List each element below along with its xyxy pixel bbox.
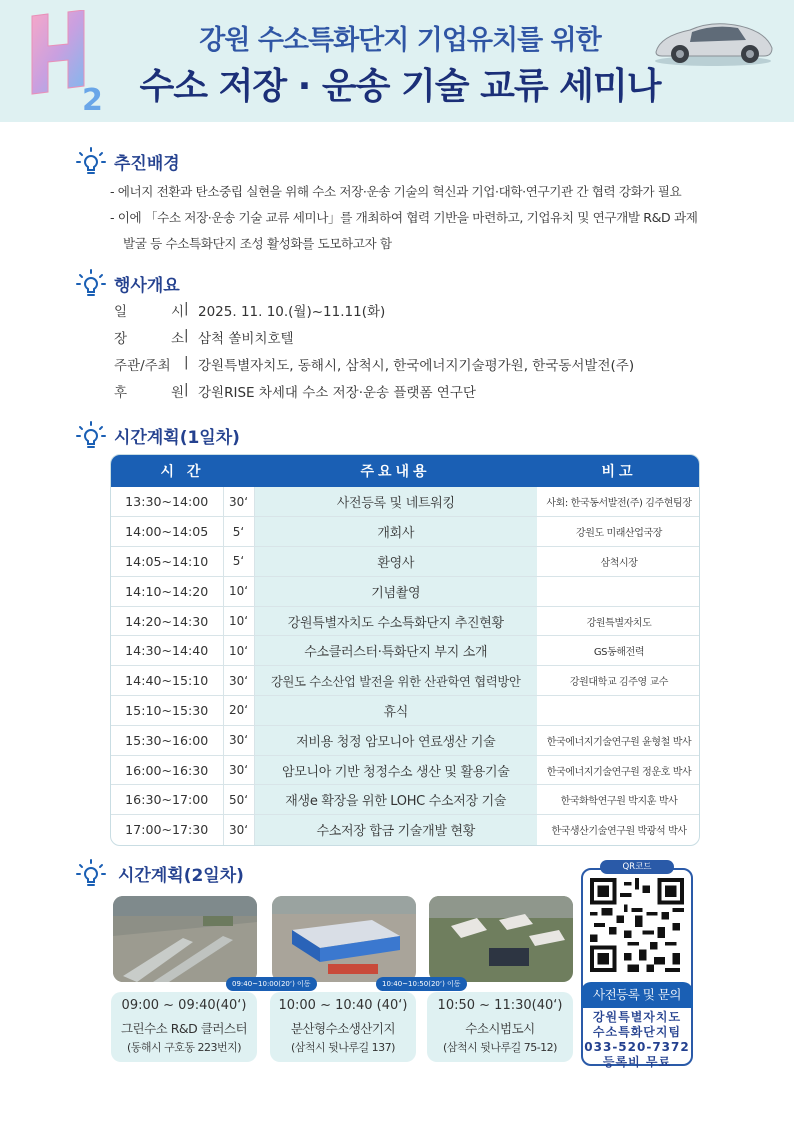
table-header-row	[111, 455, 700, 487]
move-badge: 09:40~10:00(20‘) 이동	[226, 977, 317, 991]
table-row: 14:40~15:10 30‘ 강원도 수소산업 발전을 위한 산관학연 협력방안 강원대학교 김주영 교수	[111, 666, 700, 696]
column-header-content: 주요내용	[254, 455, 537, 487]
header-banner	[0, 0, 794, 122]
move-badge: 10:40~10:50(20‘) 이동	[376, 977, 467, 991]
overview-row-host: 주관/주최 | 강원특별자치도, 동해시, 삼척시, 한국에너지기술평가원, 한국동서발전(주)	[114, 354, 635, 374]
site-photo-pilot-city	[429, 896, 573, 982]
table-row: 14:10~14:20 10‘ 기념촬영	[111, 576, 700, 606]
qr-label: QR코드	[600, 860, 674, 874]
svg-text:2: 2	[82, 83, 103, 114]
overview-row-venue: 장 소 | 삼척 쏠비치호텔	[114, 327, 294, 347]
hydrogen-car-icon	[650, 14, 776, 68]
overview-row-sponsor: 후 원 | 강원RISE 차세대 수소 저장·운송 플랫폼 연구단	[114, 381, 476, 401]
contact-org: 강원특별자치도	[592, 1010, 682, 1024]
section-day1-heading	[76, 420, 240, 450]
section-title: 행사개요	[114, 275, 180, 296]
column-header-note: 비고	[537, 455, 700, 487]
table-row: 14:05~14:10 5‘ 환영사 삼척시장	[111, 547, 700, 577]
contact-info	[581, 1010, 693, 1070]
h2-logo-icon	[26, 10, 112, 114]
background-line: 발굴 등 수소특화단지 조성 활성화를 도모하고자 함	[123, 236, 392, 251]
site-photo-rd-cluster	[113, 896, 257, 982]
overview-value: 2025. 11. 10.(월)~11.11(화)	[198, 304, 386, 320]
overview-value: 강원특별자치도, 동해시, 삼척시, 한국에너지기술평가원, 한국동서발전(주)	[198, 358, 635, 374]
table-row: 17:00~17:30 30‘ 수소저장 합금 기술개발 현황 한국생산기술연구원 박광석 박사	[111, 815, 700, 845]
lightbulb-icon	[76, 146, 106, 176]
table-row: 15:10~15:30 20‘ 휴식	[111, 696, 700, 726]
section-day2-heading	[76, 858, 244, 888]
table-row: 14:20~14:30 10‘ 강원특별자치도 수소특화단지 추진현황 강원특별자치도	[111, 606, 700, 636]
section-overview-heading	[76, 268, 180, 298]
table-row: 16:30~17:00 50‘ 재생e 확장을 위한 LOHC 수소저장 기술 한국화학연구원 박지훈 박사	[111, 785, 700, 815]
site-photo-hydrogen-base	[272, 896, 416, 982]
overview-value: 삼척 쏠비치호텔	[198, 331, 294, 347]
overview-value: 강원RISE 차세대 수소 저장·운송 플랫폼 연구단	[198, 385, 476, 401]
section-title: 시간계획(2일차)	[118, 865, 244, 886]
day2-stop-card: 10:50 ~ 11:30(40‘) 수소시범도시 (삼척시 뒷나루길 75-12)	[427, 992, 573, 1062]
contact-phone: 033-520-7372	[584, 1040, 690, 1054]
section-title: 시간계획(1일차)	[114, 427, 240, 448]
header-subtitle: 강원 수소특화단지 기업유치를 위한	[199, 25, 601, 56]
column-header-time: 시 간	[111, 455, 254, 487]
qr-code-icon[interactable]	[590, 878, 684, 972]
table-row: 16:00~16:30 30‘ 암모니아 기반 청정수소 생산 및 활용기술 한국에너지기술연구원 정운호 박사	[111, 755, 700, 785]
background-line: - 이에 「수소 저장·운송 기술 교류 세미나」를 개최하여 협력 기반을 마련하고, 기업유치 및 연구개발 R&D 과제	[110, 210, 698, 225]
table-row: 14:00~14:05 5‘ 개회사 강원도 미래산업국장	[111, 517, 700, 547]
table-row: 15:30~16:00 30‘ 저비용 청정 암모니아 연료생산 기술 한국에너지기술연구원 윤형철 박사	[111, 725, 700, 755]
lightbulb-icon	[76, 268, 106, 298]
lightbulb-icon	[76, 420, 106, 450]
overview-row-date: 일 시 | 2025. 11. 10.(월)~11.11(화)	[114, 300, 386, 320]
table-row: 13:30~14:00 30‘ 사전등록 및 네트워킹 사회: 한국동서발전(주) 김주현팀장	[111, 487, 700, 517]
contact-team: 수소특화단지팀	[592, 1025, 682, 1039]
header-title: 수소 저장 · 운송 기술 교류 세미나	[139, 66, 661, 107]
section-background-heading	[76, 146, 180, 176]
background-line: - 에너지 전환과 탄소중립 실현을 위해 수소 저장·운송 기술의 혁신과 기업·대학·연구기관 간 협력 강화가 필요	[110, 184, 682, 199]
contact-fee: 등록비 무료	[602, 1055, 672, 1069]
section-title: 추진배경	[114, 153, 180, 174]
lightbulb-icon	[76, 858, 106, 888]
day2-stop-card: 09:00 ~ 09:40(40‘) 그린수소 R&D 클러스터 (동해시 구호동 223번지)	[111, 992, 257, 1062]
day2-stop-card: 10:00 ~ 10:40 (40‘) 분산형수소생산기지 (삼척시 뒷나루길 137)	[270, 992, 416, 1062]
table-row: 14:30~14:40 10‘ 수소클러스터·특화단지 부지 소개 GS동해전력	[111, 636, 700, 666]
contact-title: 사전등록 및 문의	[581, 982, 693, 1008]
day1-schedule-table	[110, 454, 700, 846]
